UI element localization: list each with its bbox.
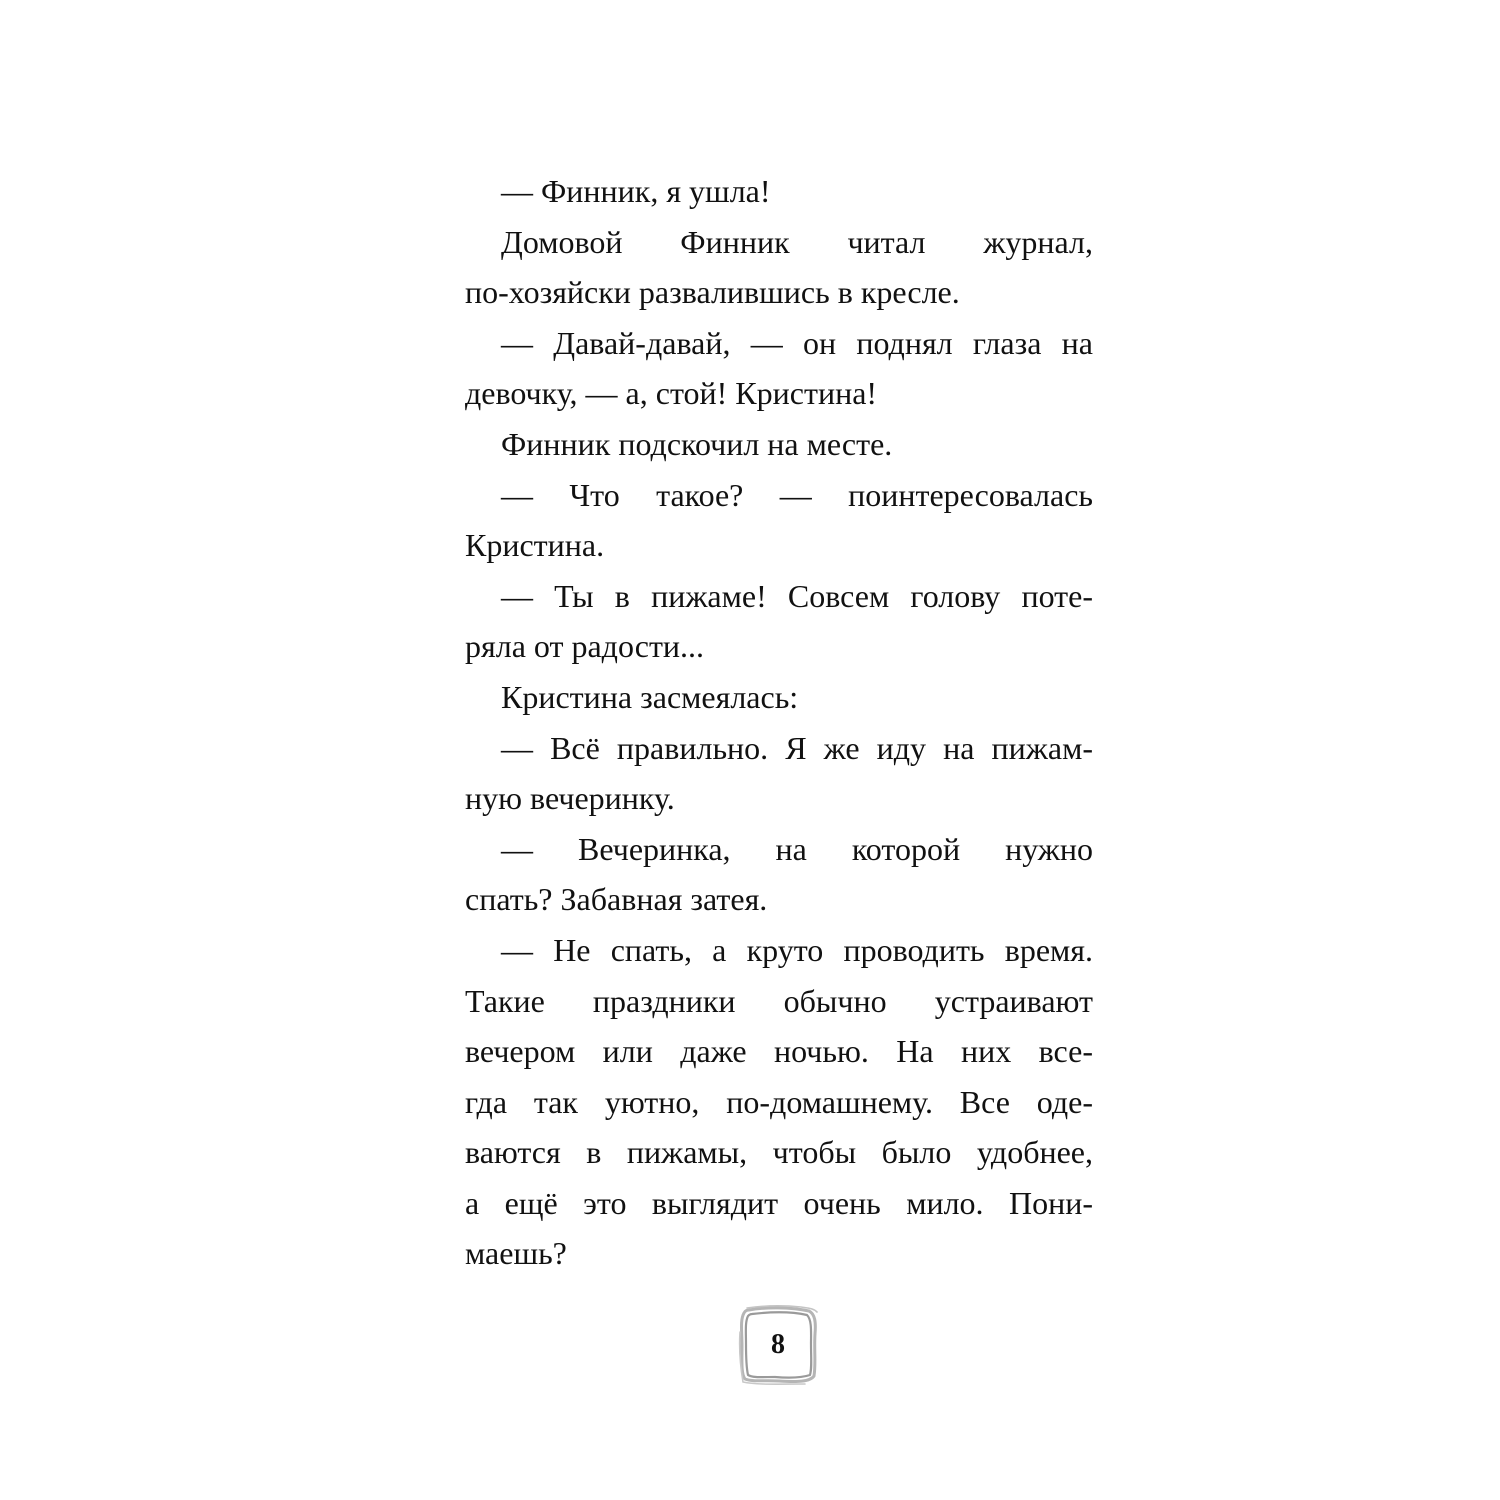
body-text	[465, 166, 1093, 1279]
text-line: вечером или даже ночью. На них все-	[465, 1033, 1093, 1070]
text-line: Кристина засмеялась:	[501, 678, 799, 715]
page-number: 8	[771, 1329, 785, 1360]
text-line: — Что такое? — поинтересовалась	[501, 476, 1093, 513]
text-line: — Вечеринка, на которой нужно	[501, 830, 1093, 867]
text-line: спать? Забавная затея.	[465, 881, 768, 918]
text-line: Домовой Финник читал журнал,	[501, 223, 1093, 260]
text-line: — Финник, я ушла!	[501, 173, 771, 209]
text-line: гда так уютно, по-домашнему. Все оде-	[465, 1083, 1093, 1120]
text-line: ваются в пижамы, чтобы было удобнее,	[465, 1134, 1093, 1171]
text-line: — Ты в пижаме! Совсем голову поте-	[501, 577, 1093, 614]
text-line: — Всё правильно. Я же иду на пижам-	[501, 729, 1093, 766]
text-line: а ещё это выглядит очень мило. Пони-	[465, 1184, 1093, 1221]
text-line: — Давай-давай, — он поднял глаза на	[501, 324, 1093, 361]
page-number-badge	[735, 1302, 821, 1388]
text-line: — Не спать, а круто проводить время.	[501, 931, 1093, 968]
text-line: Такие праздники обычно устраивают	[465, 982, 1093, 1019]
text-line: по-хозяйски развалившись в кресле.	[465, 274, 960, 311]
text-line: ряла от радости...	[465, 628, 705, 665]
text-line: Финник подскочил на месте.	[501, 425, 893, 462]
text-line: Кристина.	[465, 527, 605, 564]
text-line: девочку, — а, стой! Кристина!	[465, 375, 878, 412]
text-line: ную вечеринку.	[465, 780, 675, 817]
text-line: маешь?	[465, 1235, 567, 1272]
